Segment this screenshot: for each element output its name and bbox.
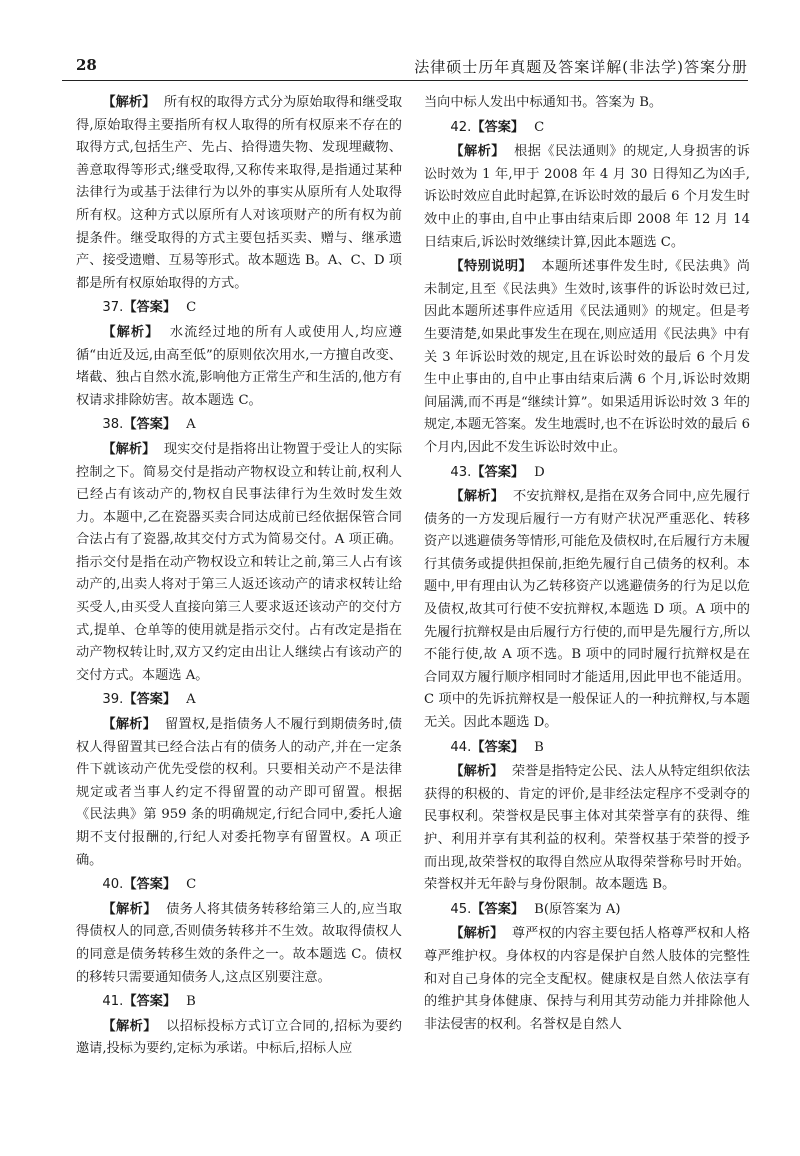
answer-label: 【答案】: [471, 119, 525, 135]
answer-value: D: [534, 464, 545, 480]
analysis-43: [424, 486, 750, 735]
answer-value: B: [186, 994, 196, 1010]
question-number: 40.: [102, 877, 124, 893]
question-number: 45.: [450, 901, 472, 917]
analysis-39: [76, 714, 402, 872]
answer-value: C: [186, 877, 197, 893]
analysis-label: 【解析】: [450, 764, 504, 780]
page-header: [62, 48, 748, 81]
analysis-label: 【解析】: [102, 441, 156, 457]
answer-45: [424, 899, 750, 922]
answer-label: 【答案】: [123, 300, 177, 316]
analysis-41-continued: 当向中标人发出中标通知书。答案为 B。: [424, 95, 663, 110]
answer-value: A: [186, 417, 196, 433]
analysis-36: [76, 92, 402, 295]
question-number: 44.: [450, 739, 472, 755]
answer-39: [76, 689, 402, 712]
analysis-41: [76, 1016, 402, 1061]
question-number: 38.: [102, 417, 124, 433]
answer-value: B: [534, 739, 544, 755]
page-number: 28: [76, 56, 97, 74]
answer-value: C: [186, 300, 197, 316]
running-title: 法律硕士历年真题及答案详解(非法学)答案分册: [414, 58, 748, 76]
answer-43: [424, 462, 750, 485]
answer-label: 【答案】: [471, 739, 525, 755]
question-number: 43.: [450, 464, 472, 480]
analysis-40: [76, 899, 402, 989]
analysis-text: 以招标投标方式订立合同的,招标为要约邀请,投标为要约,定标为承诺。中标后,招标人应: [76, 1018, 402, 1057]
analysis-text: 不安抗辩权,是指在双务合同中,应先履行债务的一方发现后履行一方有财产状况严重恶化、转移资产以逃避债务等情形,可能危及债权时,在后履行方未履行其债务或提供担保前,拒绝先履行自己债务的权利。本题中,甲有理由认为乙转移资产以逃避债务的行为足以危及债权,故其可行使不安抗辩权,本题选 D 项。A 项中的先履行抗辩权是由后履行方行使的,而甲是先履行方,所以不能行使,故 A 项不选。B 项中的同时履行抗辩权是在合同双方履行顺序相同时才能适用,因此甲也不能适用。C 项中的先诉抗辩权是一般保证人的一种抗辩权,与本题无关。因此本题选 D。: [424, 489, 750, 731]
answer-42: [424, 117, 750, 140]
analysis-text: 根据《民法通则》的规定,人身损害的诉讼时效为 1 年,甲于 2008 年 4 月 30 日得知乙为凶手,诉讼时效应自此时起算,在诉讼时效的最后 6 个月发生时效中止的事由,自中止事由结束后即 2008 年 12 月 14 日结束后,诉讼时效继续计算,因此本题选 C。: [424, 144, 750, 250]
question-number: 37.: [102, 300, 124, 316]
answer-44: [424, 737, 750, 760]
answer-value: A: [186, 692, 196, 708]
analysis-text: 现实交付是指将出让物置于受让人的实际控制之下。简易交付是指动产物权设立和转让前,权利人已经占有该动产的,物权自民事法律行为生效时发生效力。本题中,乙在瓷器买卖合同达成前已经依据保管合同合法占有了瓷器,故其交付方式为简易交付。A 项正确。指示交付是指在动产物权设立和转让之前,第三人占有该动产的,出卖人将对于第三人返还该动产的请求权转让给买受人,由买受人直接向第三人要求返还该动产的交付方式,提单、仓单等的使用就是指示交付。占有改定是指在动产物权转让时,双方又约定由出让人继续占有该动产的交付方式。本题选 A。: [76, 441, 403, 683]
analysis-label: 【解析】: [450, 144, 505, 160]
analysis-label: 【解析】: [102, 1018, 157, 1034]
right-column: [424, 92, 750, 1038]
special-note: [424, 256, 750, 459]
analysis-text: 所有权的取得方式分为原始取得和继受取得,原始取得主要指所有权人取得的所有权原来不存在的取得方式,包括生产、先占、拾得遗失物、发现埋藏物、善意取得等形式;继受取得,又称传来取得,是指通过某种法律行为或基于法律行为以外的事实从原所有人处取得所有权。这种方式以原所有人对该项财产的所有权为前提条件。继受取得的方式主要包括买卖、赠与、继承遗产、接受遗赠、互易等形式。故本题选 B。A、C、D 项都是所有权原始取得的方式。: [76, 95, 403, 291]
analysis-label: 【解析】: [102, 324, 160, 340]
answer-label: 【答案】: [123, 692, 177, 708]
analysis-text: 水流经过地的所有人或使用人,均应遵循“由近及远,由高至低”的原则依次用水,一方擅自改变、堵截、独占自然水流,影响他方正常生产和生活的,他方有权请求排除妨害。故本题选 C。: [76, 324, 402, 408]
special-note-label: 【特别说明】: [450, 259, 533, 275]
analysis-label: 【解析】: [102, 717, 157, 733]
analysis-label: 【解析】: [102, 901, 157, 917]
answer-label: 【答案】: [471, 464, 525, 480]
answer-37: [76, 297, 402, 320]
analysis-label: 【解析】: [450, 926, 504, 942]
analysis-text: 债务人将其债务转移给第三人的,应当取得债权人的同意,否则债务转移并不生效。故取得债权人的同意是债务转移生效的条件之一。故本题选 C。债权的移转只需要通知债务人,这点区别要注意。: [76, 901, 402, 985]
answer-41: [76, 991, 402, 1014]
left-column: [76, 92, 402, 1063]
analysis-text: 留置权,是指债务人不履行到期债务时,债权人得留置其已经合法占有的债务人的动产,并在一定条件下就该动产优先受偿的权利。只要相关动产不是法律规定或者当事人约定不得留置的动产即可留置。根据《民法典》第 959 条的明确规定,行纪合同中,委托人逾期不支付报酬的,行纪人对委托物享有留置权。A 项正确。: [76, 717, 402, 868]
answer-label: 【答案】: [471, 901, 525, 917]
analysis-text: 荣誉是指特定公民、法人从特定组织依法获得的积极的、肯定的评价,是非经法定程序不受剥夺的民事权利。荣誉权是民事主体对其荣誉享有的获得、维护、利用并享有其利益的权利。荣誉权基于荣誉的授予而出现,故荣誉权的取得自然应从取得荣誉称号时开始。荣誉权并无年龄与身份限制。故本题选 B。: [424, 764, 751, 893]
answer-label: 【答案】: [123, 994, 177, 1010]
analysis-37: [76, 322, 402, 412]
answer-label: 【答案】: [123, 877, 177, 893]
question-number: 42.: [450, 119, 472, 135]
analysis-44: [424, 761, 750, 897]
answer-40: [76, 874, 402, 897]
answer-value: B(原答案为 A): [534, 901, 621, 917]
analysis-38: [76, 439, 402, 688]
analysis-text: 尊严权的内容主要包括人格尊严权和人格尊严维护权。身体权的内容是保护自然人肢体的完整性和对自己身体的完全支配权。健康权是自然人依法享有的维护其身体健康、保持与利用其劳动能力并排除他人非法侵害的权利。名誉权是自然人: [424, 926, 751, 1032]
analysis-42: [424, 141, 750, 254]
answer-label: 【答案】: [123, 417, 177, 433]
question-number: 39.: [102, 692, 124, 708]
analysis-label: 【解析】: [450, 489, 505, 505]
analysis-label: 【解析】: [102, 95, 156, 110]
special-note-text: 本题所述事件发生时,《民法典》尚未制定,且至《民法典》生效时,该事件的诉讼时效已过,因此本题所述事件应适用《民法通则》的规定。但是考生要清楚,如果此事发生在现在,则应适用《民法典》中有关 3 年诉讼时效的规定,且在诉讼时效的最后 6 个月发生中止事由的,自中止事由结束后满 6 个月,诉讼时效期间届满,而不再是“继续计算”。如果适用诉讼时效 3 年的规定,本题无答案。发生地震时,也不在诉讼时效的最后 6 个月内,因此不发生诉讼时效中止。: [424, 259, 750, 455]
answer-value: C: [534, 119, 545, 135]
answer-38: [76, 414, 402, 437]
question-number: 41.: [102, 994, 124, 1010]
analysis-45: [424, 923, 750, 1036]
